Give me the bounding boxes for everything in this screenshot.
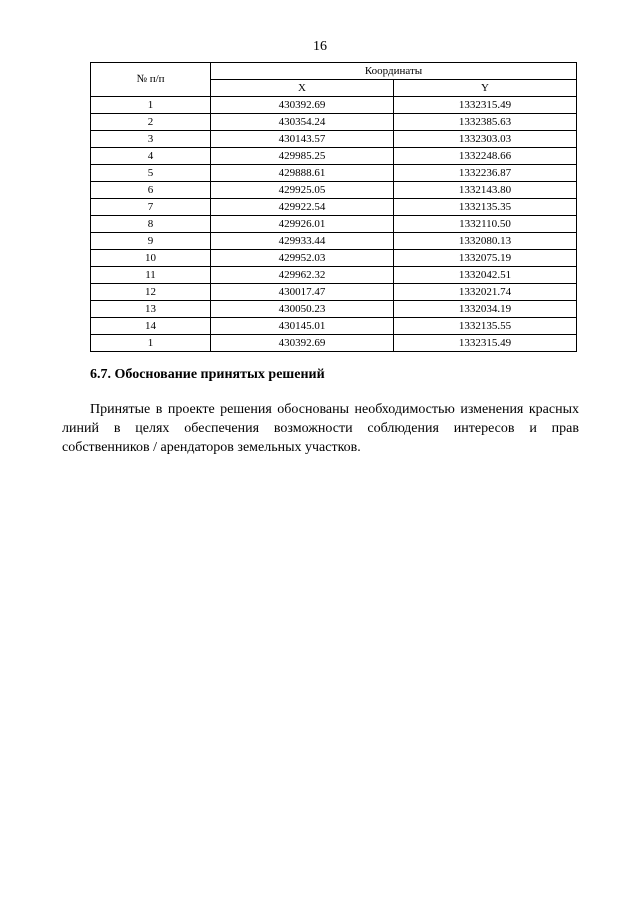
cell-n: 6	[91, 182, 211, 199]
section-title: 6.7. Обоснование принятых решений	[90, 367, 325, 382]
cell-x: 430392.69	[211, 335, 394, 352]
cell-n: 7	[91, 199, 211, 216]
cell-y: 1332021.74	[394, 284, 577, 301]
cell-n: 1	[91, 97, 211, 114]
cell-y: 1332075.19	[394, 250, 577, 267]
cell-x: 429926.01	[211, 216, 394, 233]
cell-x: 430050.23	[211, 301, 394, 318]
cell-n: 2	[91, 114, 211, 131]
cell-x: 430354.24	[211, 114, 394, 131]
cell-y: 1332315.49	[394, 97, 577, 114]
cell-n: 3	[91, 131, 211, 148]
col-header-coordinates: Координаты	[211, 63, 577, 80]
cell-y: 1332143.80	[394, 182, 577, 199]
table-row	[91, 318, 577, 335]
cell-x: 429933.44	[211, 233, 394, 250]
table-row	[91, 216, 577, 233]
table-row	[91, 114, 577, 131]
table-row	[91, 233, 577, 250]
table-row	[91, 148, 577, 165]
cell-y: 1332236.87	[394, 165, 577, 182]
table-row	[91, 165, 577, 182]
table-row	[91, 182, 577, 199]
cell-x: 429985.25	[211, 148, 394, 165]
table-row	[91, 301, 577, 318]
table-row	[91, 199, 577, 216]
col-header-y: Y	[394, 80, 577, 97]
table-row	[91, 131, 577, 148]
coordinates-table	[90, 62, 577, 352]
cell-x: 429962.32	[211, 267, 394, 284]
cell-x: 429922.54	[211, 199, 394, 216]
cell-x: 430143.57	[211, 131, 394, 148]
cell-y: 1332080.13	[394, 233, 577, 250]
cell-x: 429925.05	[211, 182, 394, 199]
cell-x: 429952.03	[211, 250, 394, 267]
cell-n: 13	[91, 301, 211, 318]
col-header-number: № п/п	[91, 63, 211, 97]
cell-n: 8	[91, 216, 211, 233]
cell-n: 4	[91, 148, 211, 165]
cell-n: 12	[91, 284, 211, 301]
table-row	[91, 284, 577, 301]
cell-y: 1332248.66	[394, 148, 577, 165]
table-row	[91, 335, 577, 352]
cell-x: 429888.61	[211, 165, 394, 182]
section-paragraph: Принятые в проекте решения обоснованы необходимостью изменения красных линий в целях обеспечения возможности соблюдения интересов и прав собственников / арендаторов земельных участков.	[62, 402, 579, 455]
page-number: 16	[313, 39, 327, 54]
table-row	[91, 267, 577, 284]
cell-n: 5	[91, 165, 211, 182]
cell-y: 1332042.51	[394, 267, 577, 284]
cell-x: 430145.01	[211, 318, 394, 335]
table-row	[91, 97, 577, 114]
cell-y: 1332135.55	[394, 318, 577, 335]
col-header-x: X	[211, 80, 394, 97]
cell-y: 1332135.35	[394, 199, 577, 216]
table-row	[91, 250, 577, 267]
cell-y: 1332385.63	[394, 114, 577, 131]
cell-y: 1332303.03	[394, 131, 577, 148]
cell-x: 430392.69	[211, 97, 394, 114]
cell-x: 430017.47	[211, 284, 394, 301]
table-header-row	[91, 63, 577, 80]
cell-y: 1332315.49	[394, 335, 577, 352]
cell-n: 10	[91, 250, 211, 267]
cell-n: 14	[91, 318, 211, 335]
table-body	[91, 97, 577, 352]
cell-n: 11	[91, 267, 211, 284]
cell-y: 1332110.50	[394, 216, 577, 233]
cell-n: 9	[91, 233, 211, 250]
cell-n: 1	[91, 335, 211, 352]
cell-y: 1332034.19	[394, 301, 577, 318]
